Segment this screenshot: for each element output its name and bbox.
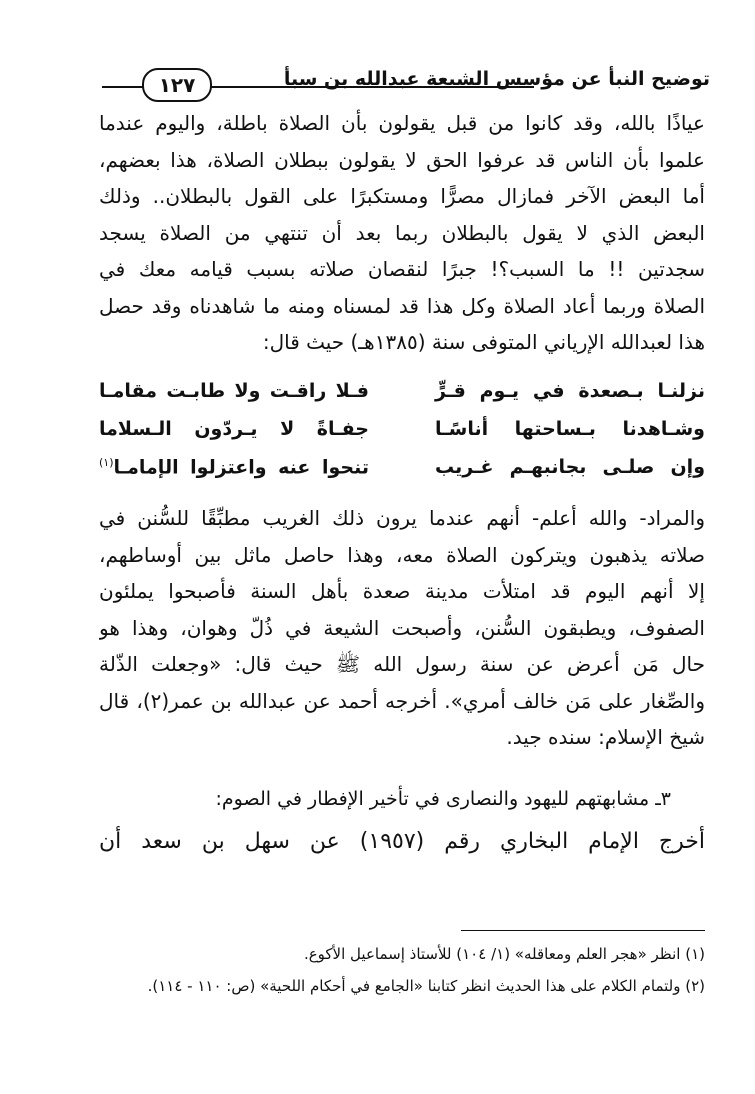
running-title: توضيح النبأ عن مؤسس الشيعة عبدالله بن سبأ (283, 68, 710, 90)
text-line: الصلاة وربما أعاد الصلاة وكل هذا قد لمسناه ومنه ما شاهدناه وقد حصل (99, 293, 705, 318)
text-line: عياذًا بالله، وقد كانوا من قبل يقولون بأن الصلاة باطلة، واليوم عندما (99, 111, 705, 135)
paragraph-1 (99, 105, 705, 361)
poem-verse (99, 418, 705, 456)
footnote-mark[interactable]: (١) (99, 456, 114, 469)
footnote-2: (٢) ولتمام الكلام على هذا الحديث انظر كتابنا «الجامع في أحكام اللحية» (ص: ١١٠ - ١١٤). (147, 977, 705, 995)
paragraph-2 (99, 500, 705, 756)
paragraph-3 (99, 822, 705, 862)
text-line: أما البعض الآخر فمازال مصرًّا ومستكبرًا على القول بالبطلان.. وذلك (99, 184, 705, 208)
text-line: البعض الذي لا يقول بالبطلان ربما بعد أن تنتهي من الصلاة يسجد (99, 220, 705, 245)
page-number: ١٢٧ (142, 68, 212, 102)
poem (99, 380, 705, 494)
verse-second-hemistich-with-footnote (99, 456, 369, 478)
verse-text: تنحوا عنه واعتزلوا الإمامـا (113, 456, 369, 479)
poem-verse (99, 456, 705, 494)
text-line: والصِّغار على مَن خالف أمري». أخرجه أحمد عن عبدالله بن عمر(٢)، قال (99, 688, 705, 713)
text-line: حال مَن أعرض عن سنة رسول الله ﷺ حيث قال: «وجعلت الذّلة (99, 652, 705, 676)
verse-first-hemistich: وشـاهدنا بـساحتها أناسًـا (435, 418, 705, 440)
page-header (96, 62, 710, 106)
text-line: إلا أنهم اليوم قد امتلأت مدينة صعدة بأهل السنة فأصبحوا يملئون (99, 579, 705, 603)
text-line: الصفوف، ويطبقون السُّنن، وأصبحت الشيعة في ذُلّ وهوان، وهذا هو (99, 615, 705, 640)
text-line: شيخ الإسلام: سنده جيد. (506, 725, 705, 749)
footnote-divider (461, 930, 705, 931)
footnotes (65, 938, 705, 1002)
verse-first-hemistich: نزلنـا بـصعدة في يـوم قـرٍّ (435, 380, 705, 402)
poem-verse (99, 380, 705, 418)
text-line: أخرج الإمام البخاري رقم (١٩٥٧) عن سهل بن سعد أن (99, 829, 705, 854)
footnote-1: (١) انظر «هجر العلم ومعاقله» (١/ ١٠٤) للأستاذ إسماعيل الأكوع. (303, 945, 705, 963)
verse-second-hemistich: فـلا راقـت ولا طابـت مقامـا (99, 380, 369, 402)
section-heading: ٣ـ مشابهتهم لليهود والنصارى في تأخير الإفطار في الصوم: (215, 788, 671, 810)
verse-second-hemistich: جفـاةً لا يـردّون الـسلاما (99, 418, 369, 440)
text-line: علموا بأن الناس قد عرفوا الحق لا يقولون ببطلان الصلاة، هذا بعضهم، (99, 147, 705, 172)
verse-first-hemistich: وإن صلـى بجانبهـم غـريب (435, 456, 705, 478)
text-line: والمراد- والله أعلم- أنهم عندما يرون ذلك الغريب مطبِّقًا للسُّنن في (99, 506, 705, 530)
text-line: هذا لعبدالله الإرياني المتوفى سنة (١٣٨٥هـ) حيث قال: (262, 330, 705, 354)
text-line: صلاته يذهبون ويتركون الصلاة معه، وهذا حاصل ماثل بين أوساطهم، (99, 542, 705, 567)
text-line: سجدتين !! ما السبب؟! جبرًا لنقصان صلاته بسبب قيامه معك في (99, 257, 705, 281)
